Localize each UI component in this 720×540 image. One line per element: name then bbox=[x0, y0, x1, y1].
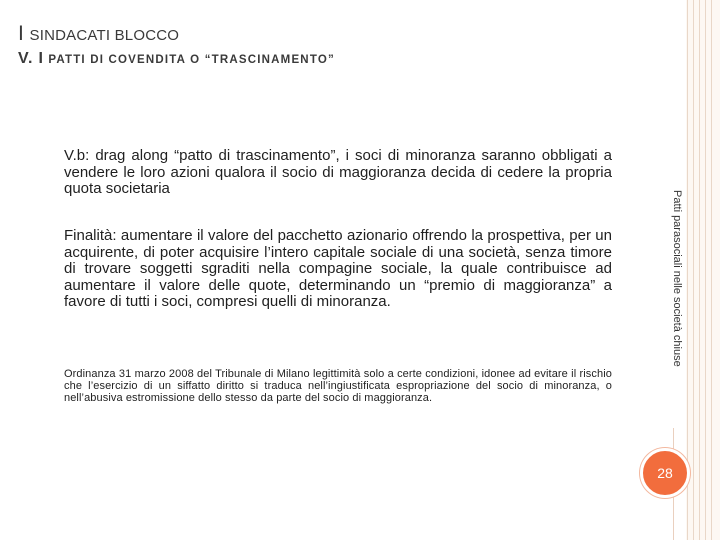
vertical-side-label-container bbox=[666, 190, 686, 380]
page-number-badge bbox=[640, 448, 690, 498]
slide-title-initial: I bbox=[18, 22, 25, 45]
slide-subtitle bbox=[18, 50, 335, 68]
decorative-stripe bbox=[711, 0, 712, 540]
slide-subtitle-initial: V. I bbox=[18, 50, 44, 67]
slide-title-rest: SINDACATI BLOCCO bbox=[29, 27, 180, 44]
decorative-stripe bbox=[693, 0, 694, 540]
page-number: 28 bbox=[657, 465, 673, 481]
decorative-stripe bbox=[705, 0, 706, 540]
vertical-side-label: Patti parasociali nelle società chiuse bbox=[671, 190, 683, 367]
slide-subtitle-rest: PATTI DI COVENDITA O “TRASCINAMENTO” bbox=[48, 54, 335, 66]
paragraph-drag-along: V.b: drag along “patto di trascinamento”, i soci di minoranza saranno obbligati a vendere le loro azioni qualora il socio di maggioranza decida di cedere la propria quota societaria bbox=[64, 147, 612, 197]
decorative-stripe bbox=[687, 0, 688, 540]
slide-title bbox=[18, 22, 179, 46]
decorative-stripe-band bbox=[686, 0, 720, 540]
paragraph-ordinanza: Ordinanza 31 marzo 2008 del Tribunale di Milano legittimità solo a certe condizioni, idonee ad evitare il rischio che l’esercizio di un siffatto diritto si traduca nell’ingiustificata espropriazione del socio di minoranza, o nell’abusiva estromissione dello stesso da parte del socio di maggioranza. bbox=[64, 368, 612, 404]
paragraph-finalita: Finalità: aumentare il valore del pacchetto azionario offrendo la prospettiva, per un acquirente, di poter acquisire l’intero capitale sociale di una società, senza timore di trovare soggetti sgraditi nella compagine sociale, la quale contribuisce ad aumentare il valore delle quote, determinando un “premio di maggioranza” a favore di tutti i soci, compresi quelli di minoranza. bbox=[64, 227, 612, 310]
decorative-stripe bbox=[699, 0, 700, 540]
